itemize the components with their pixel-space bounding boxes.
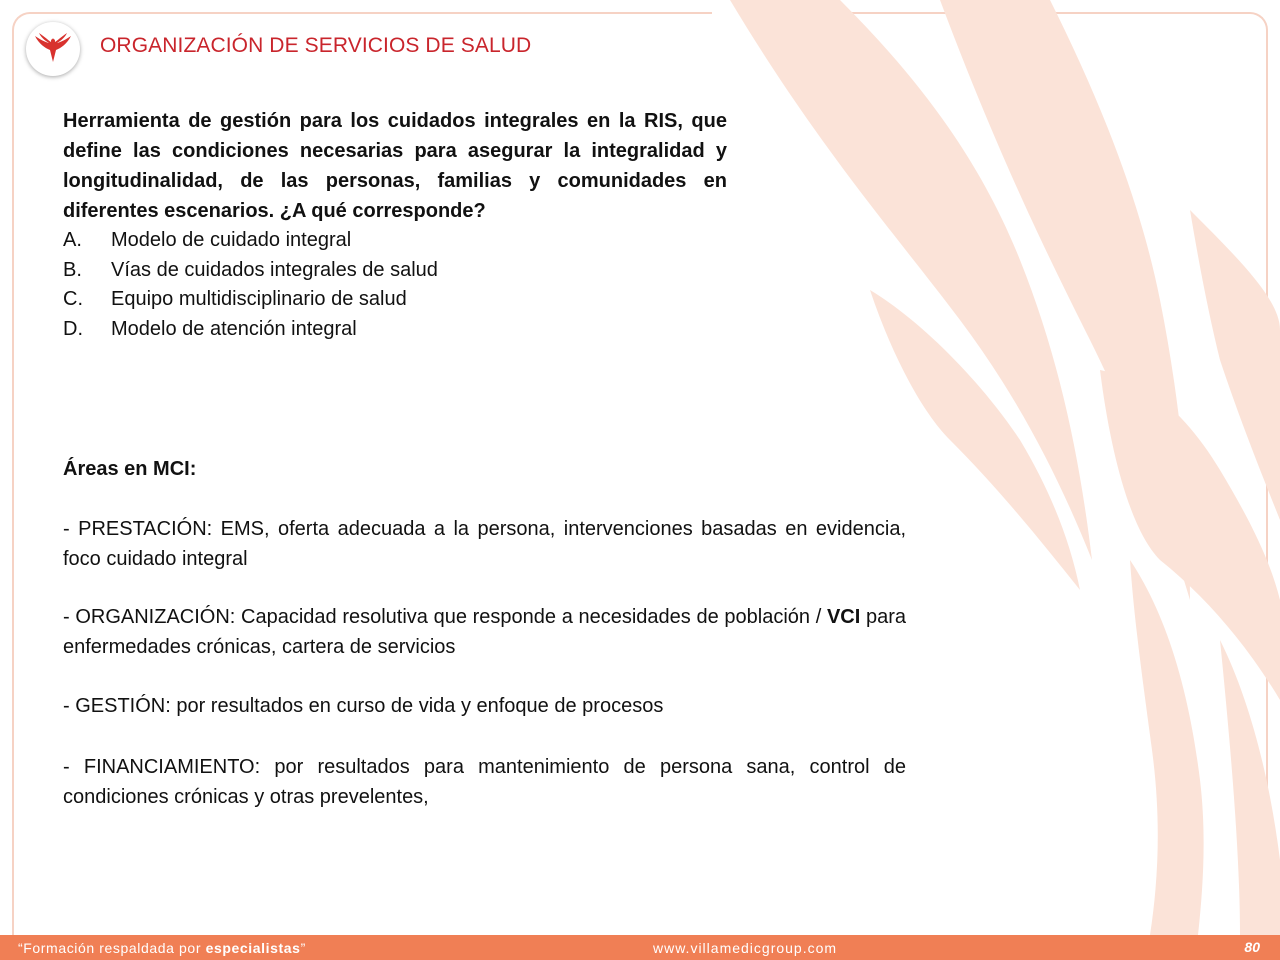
option-text: Modelo de cuidado integral [111,229,352,251]
option-letter: D. [63,318,83,341]
footer-quote-open: “Formación respaldada por [18,940,206,956]
area-organizacion [63,602,906,662]
option-text: Vías de cuidados integrales de salud [111,258,438,281]
option-letter: A. [63,229,82,251]
logo [26,22,80,76]
footer-quote-bold: especialistas [205,940,301,956]
footer-quote-close: ” [300,940,306,956]
page-title: ORGANIZACIÓN DE SERVICIOS DE SALUD [100,34,532,57]
question-text: Herramienta de gestión para los cuidados integrales en la RIS, que define las condiciones necesarias para asegurar la integralidad y longitudinalidad, de las personas, familias y comunidades en diferentes escenarios. ¿A qué corresponde? [63,110,727,222]
area-organizacion-bold: VCI [826,606,861,628]
footer-quote [18,940,306,956]
page-number: 80 [1244,939,1260,955]
footer-website: www.villamedicgroup.com [653,940,838,956]
option-text: Modelo de atención integral [111,318,357,341]
option-letter: B. [63,258,82,281]
option-b [63,256,727,286]
phoenix-logo-icon [33,32,73,66]
answer-options [63,226,727,345]
areas-title: Áreas en MCI: [63,458,197,480]
area-financiamiento: - FINANCIAMIENTO: por resultados para mantenimiento de persona sana, control de condiciones crónicas y otras prevelentes, [63,756,906,808]
option-letter: C. [63,288,83,311]
option-d [63,315,727,345]
area-organizacion-text: - ORGANIZACIÓN: Capacidad resolutiva que responde a necesidades de población / [63,606,822,628]
area-prestacion: - PRESTACIÓN: EMS, oferta adecuada a la persona, intervenciones basadas en evidencia, foco cuidado integral [63,518,906,570]
area-gestion: - GESTIÓN: por resultados en curso de vida y enfoque de procesos [63,695,664,717]
footer-bar [0,935,1280,960]
option-c [63,285,727,315]
area-organizacion-rest: para enfermedades crónicas, cartera de servicios [63,606,906,658]
option-a [63,226,727,256]
option-text: Equipo multidisciplinario de salud [111,288,407,311]
